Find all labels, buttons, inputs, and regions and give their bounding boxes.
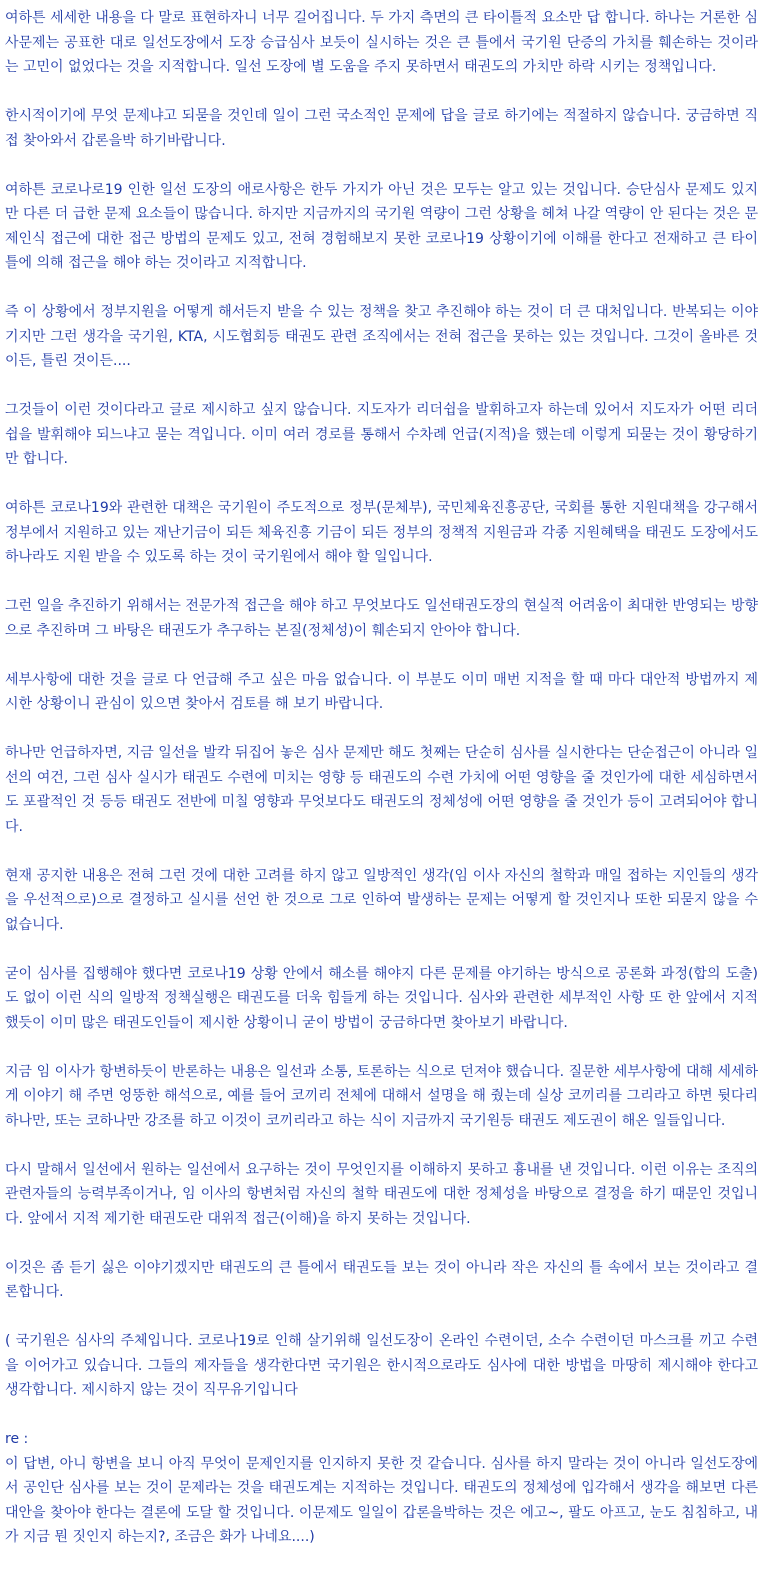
paragraph-3: 여하튼 코로나로19 인한 일선 도장의 애로사항은 한두 가지가 아닌 것은 모두는 알고 있는 것입니다. 승단심사 문제도 있지만 다른 더 급한 문제 요소들이 많습니다. 하지만 지금까지의 국기원 역량이 그런 상황을 헤쳐 나갈 역량이 안 된다는 것은 문제인식 접근에 대한 접근 방법의 문제도 있고, 전혀 경험해보지 못한 코로나19 상황이기에 이해를 한다고 전재하고 큰 타이틀에 의해 접근을 해야 하는 것이라고 지적합니다. xyxy=(5,181,758,271)
paragraph-13: 다시 말해서 일선에서 원하는 일선에서 요구하는 것이 무엇인지를 이해하지 못하고 흉내를 낸 것입니다. 이런 이유는 조직의 관련자들의 능력부족이거나, 임 이사의 항변처럼 자신의 철학 태권도에 대한 정체성을 바탕으로 결정을 하기 때문인 것입니다. 앞에서 지적 제기한 태권도란 대위적 접근(이해)을 하지 못하는 것입니다. xyxy=(5,1161,758,1227)
paragraph-5: 그것들이 이런 것이다라고 글로 제시하고 싶지 않습니다. 지도자가 리더쉽을 발휘하고자 하는데 있어서 지도자가 어떤 리더쉽을 발휘해야 되느냐고 묻는 격입니다. 이미 여러 경로를 통해서 수차례 언급(지적)을 했는데 이렇게 되묻는 것이 황당하기만 합니다. xyxy=(5,402,758,467)
paragraph-4: 즉 이 상황에서 정부지원을 어떻게 해서든지 받을 수 있는 정책을 찾고 추진해야 하는 것이 더 큰 대처입니다. 반복되는 이야기지만 그런 생각을 국기원, KTA, 시도협회등 태권도 관련 조직에서는 전혀 접근을 못하는 있는 것입니다. 그것이 올바른 것이든, 틀린 것이든.... xyxy=(5,304,758,369)
paragraph-7: 그런 일을 추진하기 위해서는 전문가적 접근을 해야 하고 무엇보다도 일선태권도장의 현실적 어려움이 최대한 반영되는 방향으로 추진하며 그 바탕은 태권도가 추구하는 본질(정체성)이 훼손되지 안아야 합니다. xyxy=(5,598,758,639)
paragraph-11: 굳이 심사를 집행해야 했다면 코로나19 상황 안에서 해소를 해야지 다른 문제를 야기하는 방식으로 공론화 과정(합의 도출)도 없이 이런 식의 일방적 정책실행은 태권도를 더욱 힘들게 하는 것입니다. 심사와 관련한 세부적인 사항 또 한 앞에서 지적 했듯이 이미 많은 태권도인들이 제시한 상황이니 굳이 방법이 궁금하다면 찾아보기 바랍니다. xyxy=(5,965,758,1031)
paragraph-8: 세부사항에 대한 것을 글로 다 언급해 주고 싶은 마음 없습니다. 이 부분도 이미 매번 지적을 할 때 마다 대안적 방법까지 제시한 상황이니 관심이 있으면 찾아서 검토를 해 보기 바랍니다. xyxy=(5,671,758,712)
reply-label: re : xyxy=(5,1431,29,1447)
paragraph-12: 지금 임 이사가 항변하듯이 반론하는 내용은 일선과 소통, 토론하는 식으로 던져야 했습니다. 질문한 세부사항에 대해 세세하게 이야기 해 주면 엉뚱한 해석으로, 예를 들어 코끼리 전체에 대해서 설명을 해 줬는데 실상 코끼리를 그리라고 하면 뒷다리 하나만, 또는 코하나만 강조를 하고 이것이 코끼리라고 하는 식이 지금까지 국기원등 태권도 제도권이 해온 일들입니다. xyxy=(5,1063,758,1129)
paragraph-1: 여하튼 세세한 내용을 다 말로 표현하자니 너무 길어집니다. 두 가지 측면의 큰 타이틀적 요소만 답 합니다. 하나는 거론한 심사문제는 공표한 대로 일선도장에서 도장 승급심사 보듯이 실시하는 것은 큰 틀에서 국기원 단증의 가치를 훼손하는 것이라는 고민이 없었다는 것을 지적합니다. 일선 도장에 별 도움을 주지 못하면서 태권도의 가치만 하락 시키는 정책입니다. xyxy=(5,10,758,75)
paragraph-9: 하나만 언급하자면, 지금 일선을 발칵 뒤집어 놓은 심사 문제만 해도 첫째는 단순히 심사를 실시한다는 단순접근이 아니라 일선의 여건, 그런 심사 실시가 태권도 수련에 미치는 영향 등 태권도의 수련 가치에 어떤 영향을 줄 것인가에 대한 세심하면서도 포괄적인 것 등등 태권도 전반에 미칠 영향과 무엇보다도 태권도의 정체성에 어떤 영향을 줄 것인가 등이 고려되어야 합니다. xyxy=(5,745,758,835)
paragraph-15: ( 국기원은 심사의 주체입니다. 코로나19로 인해 살기위해 일선도장이 온라인 수련이던, 소수 수련이던 마스크를 끼고 수련을 이어가고 있습니다. 그들의 제자들을 생각한다면 국기원은 한시적으로라도 심사에 대한 방법을 마땅히 제시해야 한다고 생각합니다. 제시하지 않는 것이 직무유기입니다 xyxy=(5,1333,758,1398)
paragraph-14: 이것은 좀 듣기 싫은 이야기겠지만 태권도의 큰 틀에서 태권도들 보는 것이 아니라 작은 자신의 틀 속에서 보는 것이라고 결론합니다. xyxy=(5,1259,758,1300)
paragraph-10: 현재 공지한 내용은 전혀 그런 것에 대한 고려를 하지 않고 일방적인 생각(임 이사 자신의 철학과 매일 접하는 지인들의 생각을 우선적으로)으로 결정하고 실시를 선언 한 것으로 그로 인하여 발생하는 문제는 어떻게 할 것인지나 또한 되묻지 않을 수 없습니다. xyxy=(5,867,758,933)
paragraph-2: 한시적이기에 무엇 문제냐고 되묻을 것인데 일이 그런 국소적인 문제에 답을 글로 하기에는 적절하지 않습니다. 궁금하면 직접 찾아와서 갑론을박 하기바랍니다. xyxy=(5,108,758,149)
reply-text: 이 답변, 아니 항변을 보니 아직 무엇이 문제인지를 인지하지 못한 것 같습니다. 심사를 하지 말라는 것이 아니라 일선도장에서 공인단 심사를 보는 것이 문제라는 것을 태권도계는 지적하는 것입니다. 태권도의 정체성에 입각해서 생각을 해보면 다른 대안을 찾아야 한다는 결론에 도달 할 것입니다. 이문제도 일일이 갑론을박하는 것은 에고~, 팔도 아프고, 눈도 침침하고, 내가 지금 뭔 짓인지 하는지?, 조금은 화가 나네요....) xyxy=(5,1455,758,1545)
paragraph-6: 여하튼 코로나19와 관련한 대책은 국기원이 주도적으로 정부(문체부), 국민체육진흥공단, 국회를 통한 지원대책을 강구해서 정부에서 지원하고 있는 재난기금이 되든 체육진흥 기금이 되든 정부의 정책적 지원금과 각종 지원혜택을 태권도 도장에서도 하나라도 지원 받을 수 있도록 하는 것이 국기원에서 해야 할 일입니다. xyxy=(5,500,758,565)
